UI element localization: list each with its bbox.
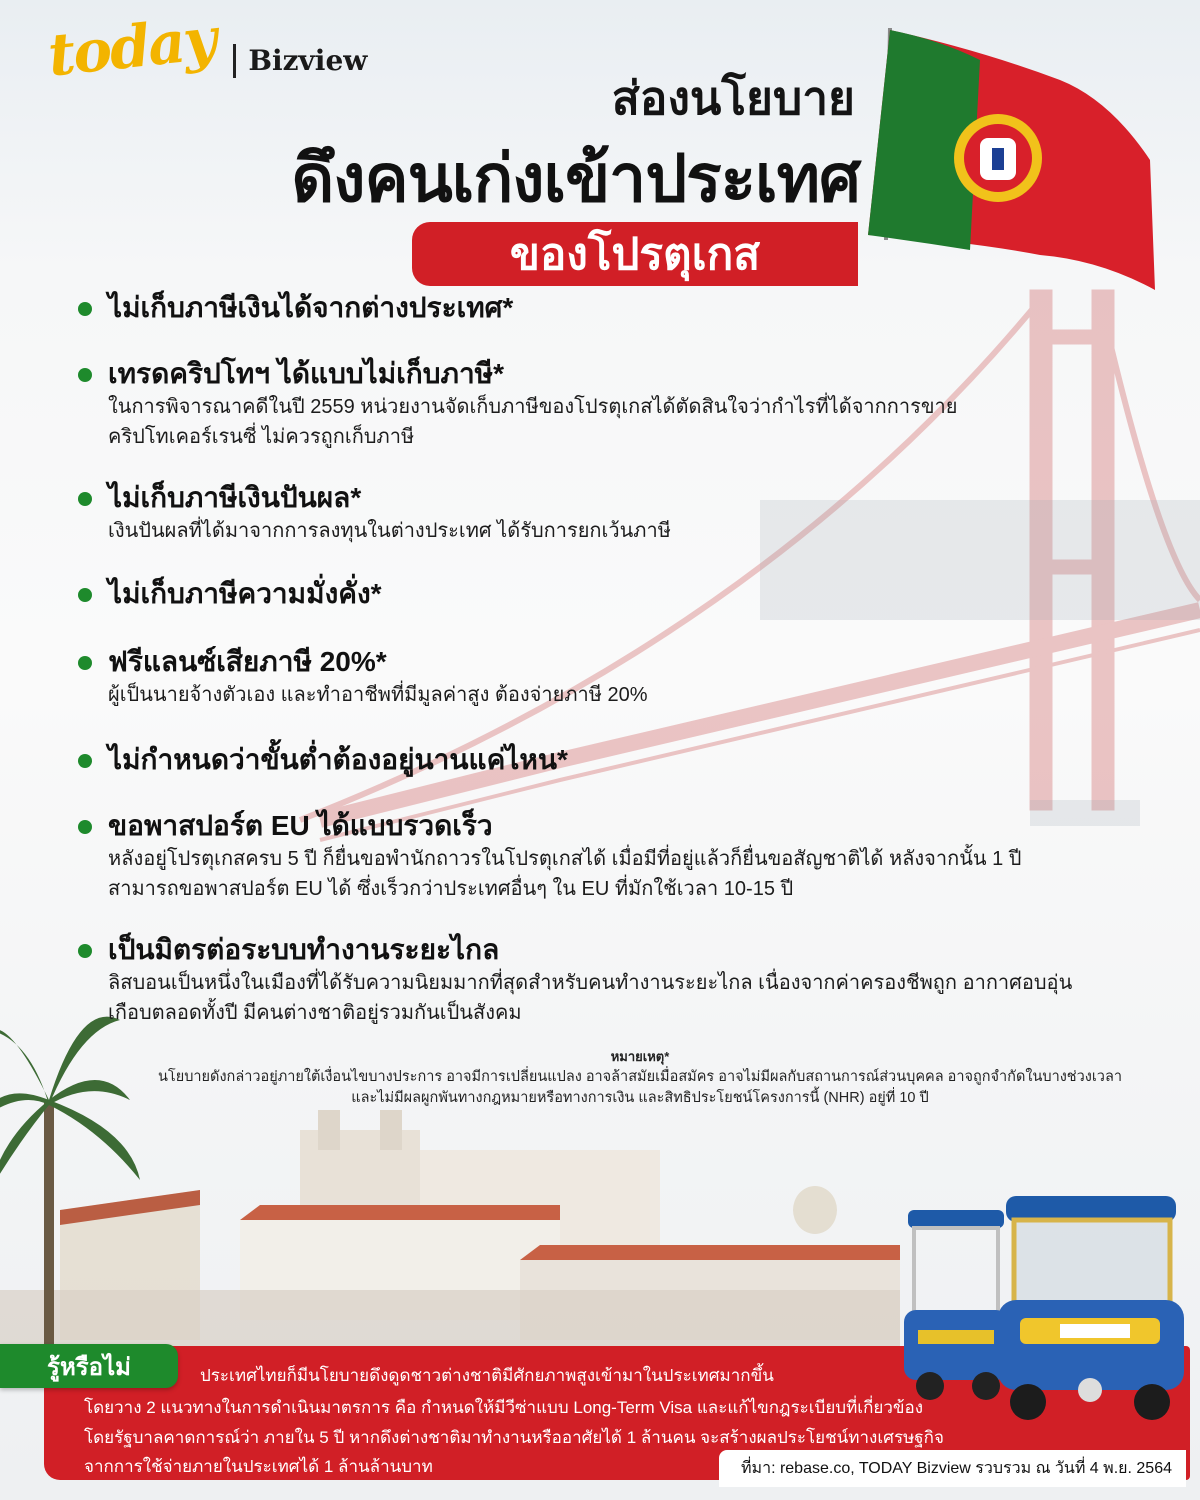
list-item bbox=[78, 480, 671, 546]
list-item bbox=[78, 932, 1072, 1028]
list-item bbox=[78, 290, 513, 326]
item-title: ไม่เก็บภาษีเงินปันผล* bbox=[108, 482, 362, 513]
bullet-dot-icon bbox=[78, 302, 92, 316]
item-description: ผู้เป็นนายจ้างตัวเอง และทำอาชีพที่มีมูลค่าสูง ต้องจ่ายภาษี 20% bbox=[108, 684, 648, 706]
list-item bbox=[78, 742, 568, 778]
item-title: ไม่เก็บภาษีความมั่งคั่ง* bbox=[108, 578, 382, 609]
item-title: เทรดคริปโทฯ ได้แบบไม่เก็บภาษี* bbox=[108, 358, 505, 389]
list-item bbox=[78, 356, 957, 452]
brand-logo bbox=[44, 4, 368, 90]
item-description: ในการพิจารณาคดีในปี 2559 หน่วยงานจัดเก็บภาษีของโปรตุเกสได้ตัดสินใจว่ากำไรที่ได้จากการขาย bbox=[108, 396, 958, 418]
footnote-heading: หมายเหตุ* bbox=[610, 1049, 670, 1064]
bullet-dot-icon bbox=[78, 368, 92, 382]
item-description: หลังอยู่โปรตุเกสครบ 5 ปี ก็ยื่นขอพำนักถาวรในโปรตุเกสได้ เมื่อมีที่อยู่แล้วก็ยื่นขอสัญชาติได้ หลังจากนั้น 1 ปี bbox=[108, 848, 1022, 870]
item-description: ลิสบอนเป็นหนึ่งในเมืองที่ได้รับความนิยมมากที่สุดสำหรับคนทำงานระยะไกล เนื่องจากค่าครองชีพถูก อากาศอบอุ่น bbox=[108, 972, 1073, 994]
banner-line: โดยรัฐบาลคาดการณ์ว่า ภายใน 5 ปี หากดึงต่างชาติมาทำงานหรืออาศัยได้ 1 ล้านคน จะสร้างผลประโยชน์ทางเศรษฐกิจ bbox=[84, 1428, 944, 1447]
banner-line: โดยวาง 2 แนวทางในการดำเนินมาตรการ คือ กำหนดให้มีวีซ่าแบบ Long-Term Visa และแก้ไขกฎระเบียบที่เกี่ยวข้อง bbox=[84, 1398, 924, 1417]
list-item bbox=[78, 576, 382, 612]
item-description: เกือบตลอดทั้งปี มีคนต่างชาติอยู่รวมกันเป็นสังคม bbox=[108, 1002, 522, 1024]
item-description: คริปโทเคอร์เรนซี่ ไม่ควรถูกเก็บภาษี bbox=[108, 426, 415, 448]
logo-separator bbox=[233, 44, 236, 78]
item-title: ขอพาสปอร์ต EU ได้แบบรวดเร็ว bbox=[108, 810, 493, 841]
footnote-line: และไม่มีผลผูกพันทางกฎหมายหรือทางการเงิน และสิทธิประโยชน์โครงการนี้ (NHR) อยู่ที่ 10 ปี bbox=[351, 1090, 929, 1106]
logo-today-text: today bbox=[44, 4, 219, 90]
did-you-know-label bbox=[0, 1344, 178, 1388]
tuktuk-icon bbox=[900, 1190, 1190, 1430]
bullet-dot-icon bbox=[78, 754, 92, 768]
title-line-1: ส่องนโยบาย bbox=[611, 72, 855, 124]
banner-line: ประเทศไทยก็มีนโยบายดึงดูดชาวต่างชาติมีศักยภาพสูงเข้ามาในประเทศมากขึ้น bbox=[200, 1366, 774, 1385]
banner-line: จากการใช้จ่ายภายในประเทศได้ 1 ล้านล้านบาท bbox=[84, 1457, 433, 1476]
bullet-dot-icon bbox=[78, 656, 92, 670]
item-description: สามารถขอพาสปอร์ต EU ได้ ซึ่งเร็วกว่าประเทศอื่นๆ ใน EU ที่มักใช้เวลา 10-15 ปี bbox=[108, 878, 794, 900]
title-line-3-box bbox=[412, 222, 858, 286]
item-title: ฟรีแลนซ์เสียภาษี 20%* bbox=[108, 646, 387, 677]
bullet-dot-icon bbox=[78, 492, 92, 506]
bullet-dot-icon bbox=[78, 944, 92, 958]
list-item bbox=[78, 644, 648, 710]
portugal-flag-icon bbox=[860, 10, 1160, 300]
footnote bbox=[90, 1046, 1190, 1109]
footnote-line: นโยบายดังกล่าวอยู่ภายใต้เงื่อนไขบางประการ อาจมีการเปลี่ยนแปลง อาจล้าสมัยเมื่อสมัคร อาจไม่มีผลกับสถานการณ์ส่วนบุคคล อาจถูกจำกัดในบางช่วงเวลา bbox=[158, 1069, 1122, 1085]
item-title: ไม่เก็บภาษีเงินได้จากต่างประเทศ* bbox=[108, 292, 514, 323]
bullet-dot-icon bbox=[78, 820, 92, 834]
list-item bbox=[78, 808, 1022, 904]
bullet-dot-icon bbox=[78, 588, 92, 602]
title-line-3: ของโปรตุเกส bbox=[509, 230, 761, 279]
item-description: เงินปันผลที่ได้มาจากการลงทุนในต่างประเทศ ได้รับการยกเว้นภาษี bbox=[108, 520, 671, 542]
source-credit: ที่มา: rebase.co, TODAY Bizview รวบรวม ณ วันที่ 4 พ.ย. 2564 bbox=[719, 1450, 1186, 1487]
title-line-2: ดึงคนเก่งเข้าประเทศ bbox=[291, 141, 860, 215]
did-you-know-text: รู้หรือไม่ bbox=[47, 1353, 131, 1381]
item-title: เป็นมิตรต่อระบบทำงานระยะไกล bbox=[108, 934, 500, 965]
logo-bizview-text: Bizview bbox=[248, 44, 368, 77]
item-title: ไม่กำหนดว่าขั้นต่ำต้องอยู่นานแค่ไหน* bbox=[108, 744, 568, 775]
